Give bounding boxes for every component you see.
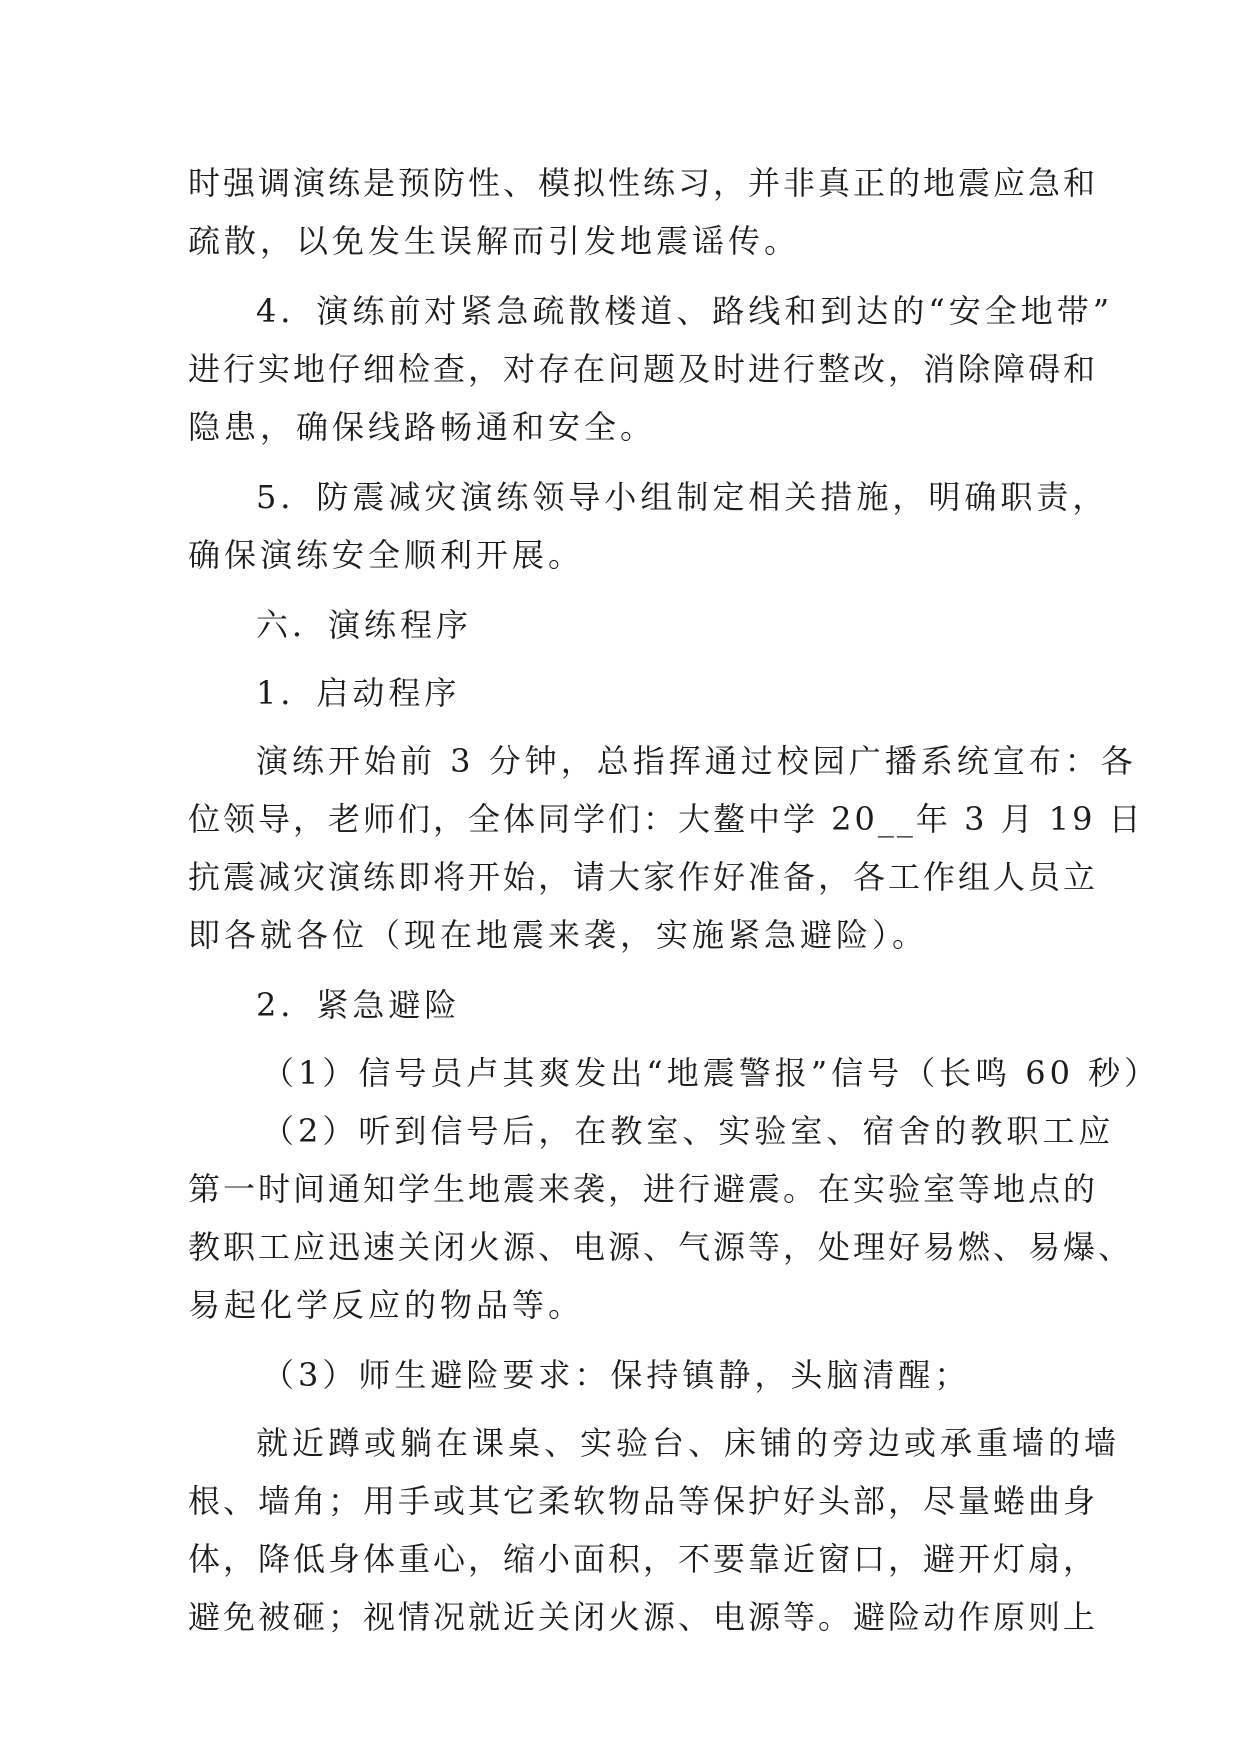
text-line: 位领导，老师们，全体同学们：大鳌中学 20__年 3 月 19 日 [188,800,1144,838]
text-line: 隐患，确保线路畅通和安全。 [188,408,657,446]
text-line: （2）听到信号后，在教室、实验室、宿舍的教职工应 [262,1112,1115,1150]
text-line: （1）信号员卢其爽发出“地震警报”信号（长鸣 60 秒） [262,1054,1161,1092]
subsection-heading: 1．启动程序 [256,674,461,712]
text-line: 就近蹲或躺在课桌、实验台、床铺的旁边或承重墙的墙 [256,1424,1121,1462]
section-heading: 六．演练程序 [256,606,473,644]
text-line: 4．演练前对紧急疏散楼道、路线和到达的“安全地带” [256,292,1114,330]
text-line: （3）师生避险要求：保持镇静，头脑清醒； [262,1356,971,1394]
subsection-heading: 2．紧急避险 [256,986,461,1024]
text-line: 第一时间通知学生地震来袭，进行避震。在实验室等地点的 [188,1170,1099,1208]
text-line: 即各就各位（现在地震来袭，实施紧急避险）。 [188,916,929,954]
text-line: 避免被砸；视情况就近关闭火源、电源等。避险动作原则上 [188,1598,1099,1636]
text-line: 疏散，以免发生误解而引发地震谣传。 [188,222,801,260]
text-line: 易起化学反应的物品等。 [188,1286,585,1324]
text-line: 演练开始前 3 分钟，总指挥通过校园广播系统宣布：各 [256,742,1137,780]
text-line: 教职工应迅速关闭火源、电源、气源等，处理好易燃、易爆、 [188,1228,1134,1266]
document-body [188,154,1161,1646]
text-line: 5．防震减灾演练领导小组制定相关措施，明确职责， [256,478,1109,516]
text-line: 抗震减灾演练即将开始，请大家作好准备，各工作组人员立 [188,858,1099,896]
text-line: 体，降低身体重心，缩小面积，不要靠近窗口，避开灯扇， [188,1540,1099,1578]
text-line: 根、墙角；用手或其它柔软物品等保护好头部，尽量蜷曲身 [188,1482,1099,1520]
text-line: 时强调演练是预防性、模拟性练习，并非真正的地震应急和 [188,164,1099,202]
text-line: 确保演练安全顺利开展。 [188,536,585,574]
text-line: 进行实地仔细检查，对存在问题及时进行整改，消除障碍和 [188,350,1099,388]
